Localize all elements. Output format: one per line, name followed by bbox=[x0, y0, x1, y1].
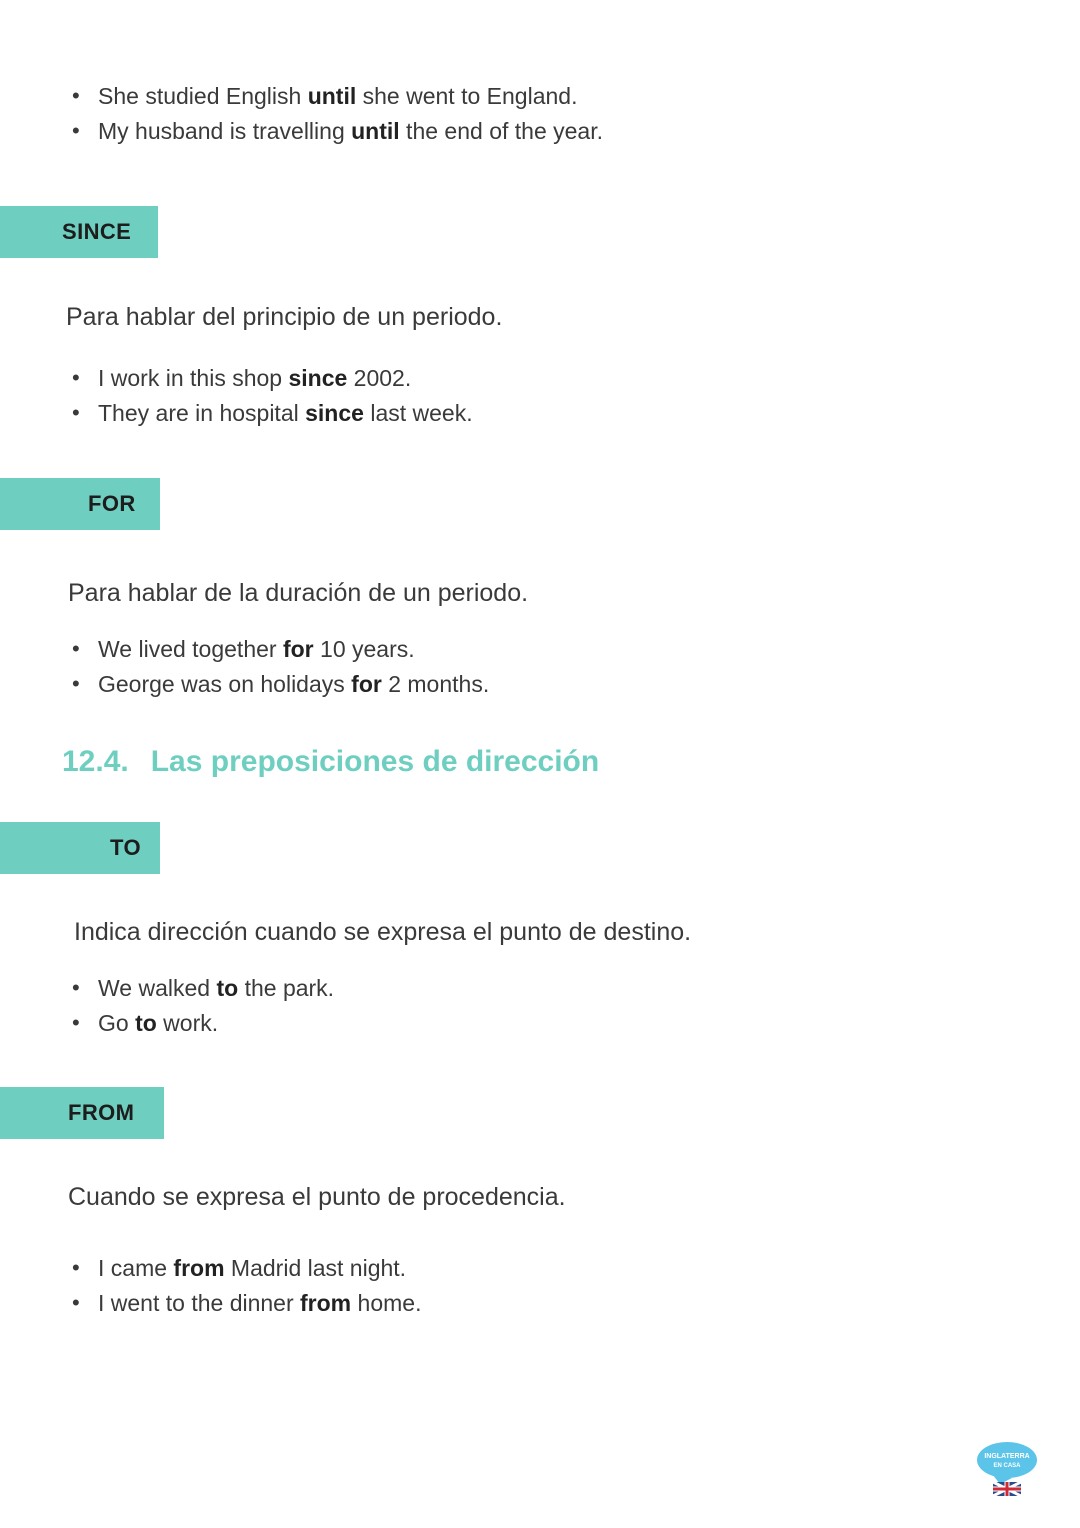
label-text: FROM bbox=[68, 1100, 135, 1125]
description-from bbox=[68, 1180, 968, 1214]
page-title bbox=[62, 745, 962, 779]
example-text-pre: George was on holidays bbox=[98, 671, 352, 697]
list-item bbox=[64, 397, 964, 430]
example-text-post: she went to England. bbox=[356, 83, 578, 109]
example-keyword: to bbox=[216, 975, 239, 1001]
example-keyword: from bbox=[173, 1255, 225, 1281]
example-text-pre: She studied English bbox=[98, 83, 308, 109]
example-text-pre: My husband is travelling bbox=[98, 118, 352, 144]
svg-text:INGLATERRA: INGLATERRA bbox=[984, 1453, 1030, 1460]
label-box-since bbox=[0, 206, 158, 258]
to-examples-list bbox=[64, 972, 964, 1042]
list-item bbox=[64, 1252, 964, 1285]
example-text-post: 2002. bbox=[347, 365, 412, 391]
example-text-post: 10 years. bbox=[313, 636, 415, 662]
description-text: Para hablar de la duración de un periodo. bbox=[68, 579, 529, 607]
example-text-post: Madrid last night. bbox=[224, 1255, 407, 1281]
example-keyword: to bbox=[135, 1010, 157, 1036]
example-text-post: 2 months. bbox=[381, 671, 490, 697]
example-text-post: home. bbox=[351, 1290, 422, 1316]
list-item bbox=[64, 80, 964, 113]
example-text-pre: We lived together bbox=[98, 636, 283, 662]
example-keyword: for bbox=[351, 671, 382, 697]
list-item bbox=[64, 362, 964, 395]
example-text-post: work. bbox=[156, 1010, 219, 1036]
list-item bbox=[64, 668, 964, 701]
label-text: TO bbox=[110, 835, 141, 860]
example-text-post: the park. bbox=[238, 975, 335, 1001]
until-examples-list bbox=[64, 80, 964, 150]
example-keyword: from bbox=[300, 1290, 352, 1316]
example-text-pre: We walked bbox=[98, 975, 217, 1001]
description-text: Cuando se expresa el punto de procedencia. bbox=[68, 1183, 566, 1211]
example-text-post: the end of the year. bbox=[399, 118, 603, 144]
description-since bbox=[66, 300, 966, 334]
svg-text:EN CASA: EN CASA bbox=[993, 1463, 1021, 1469]
brand-logo bbox=[970, 1438, 1044, 1500]
example-text-pre: Go bbox=[98, 1010, 136, 1036]
from-examples-list bbox=[64, 1252, 964, 1322]
inglaterra-en-casa-logo-icon bbox=[970, 1438, 1044, 1500]
for-examples-list bbox=[64, 633, 964, 703]
label-box-for bbox=[0, 478, 160, 530]
example-keyword: since bbox=[305, 400, 364, 426]
list-item bbox=[64, 972, 964, 1005]
section-number: 12.4. bbox=[62, 745, 129, 778]
list-item bbox=[64, 1287, 964, 1320]
example-text-pre: They are in hospital bbox=[98, 400, 306, 426]
description-to bbox=[74, 915, 974, 949]
example-keyword: for bbox=[282, 636, 314, 662]
label-text: FOR bbox=[88, 491, 136, 516]
example-keyword: since bbox=[288, 365, 348, 391]
label-box-from bbox=[0, 1087, 164, 1139]
list-item bbox=[64, 1007, 964, 1040]
list-item bbox=[64, 115, 964, 148]
example-text-post: last week. bbox=[363, 400, 473, 426]
label-box-to bbox=[0, 822, 160, 874]
list-item bbox=[64, 633, 964, 666]
example-text-pre: I went to the dinner bbox=[98, 1290, 301, 1316]
section-title: Las preposiciones de dirección bbox=[150, 745, 600, 778]
description-for bbox=[68, 576, 968, 610]
description-text: Indica dirección cuando se expresa el punto de destino. bbox=[74, 918, 692, 946]
example-keyword: until bbox=[307, 83, 357, 109]
since-examples-list bbox=[64, 362, 964, 432]
label-text: SINCE bbox=[62, 219, 132, 244]
description-text: Para hablar del principio de un periodo. bbox=[66, 303, 503, 331]
example-text-pre: I work in this shop bbox=[98, 365, 289, 391]
example-keyword: until bbox=[351, 118, 400, 144]
example-text-pre: I came bbox=[98, 1255, 174, 1281]
